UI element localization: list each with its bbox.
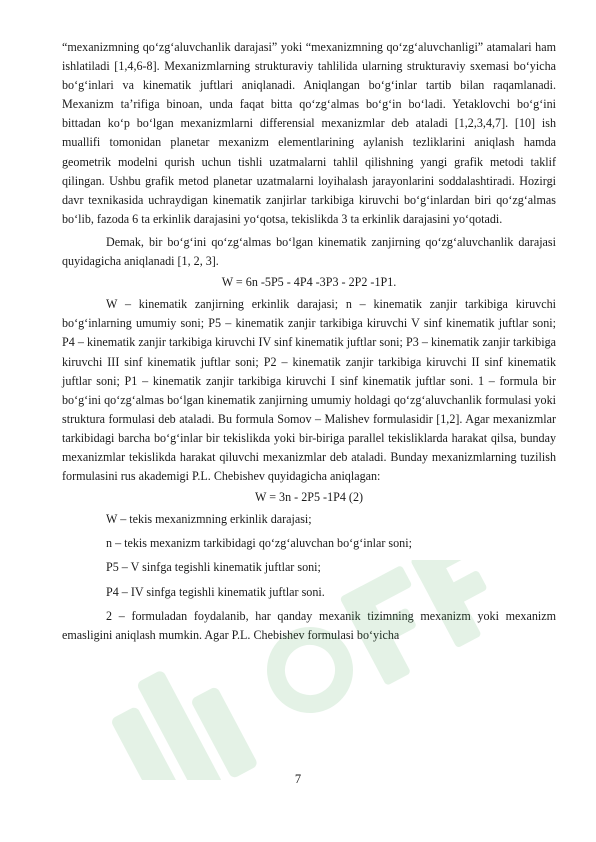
paragraph-2: Demak, bir bo‘g‘ini qo‘zg‘almas bo‘lgan kinematik zanjirning qo‘zg‘aluvchanlik darajasi quyidagicha aniqlanadi [1, 2, 3]. [62, 234, 556, 269]
page-number: 7 [294, 772, 302, 786]
list-item: P5 – V sinfga tegishli kinematik juftlar soni; [106, 560, 321, 575]
formula-2: W = 3n - 2P5 -1P4 (2) [254, 490, 364, 505]
list-item: P4 – IV sinfga tegishli kinematik juftlar soni. [106, 584, 325, 599]
paragraph-1: “mexanizmning qo‘zg‘aluvchanlik darajasi” yoki “mexanizmning qo‘zg‘aluvchanligi” atamalari ham ishlatiladi [1,4,6-8]. Mexanizmlarning strukturaviy tahlilida ularning strukturaviy sxemasi bo‘yicha bo‘g‘inlari va kinematik juftlari aniqlanadi. Aniqlangan bo‘g‘inlar tartib bilan raqamlanadi. Mexanizm ta’rifiga binoan, unda faqat bitta qo‘zg‘almas bo‘g‘in bo‘ladi. Yetaklovchi bo‘g‘ini bittadan ko‘p bo‘lgan mexanizmlarni differensial mexanizmlar deb ataladi [1,2,3,4,7]. [10] ish muallifi tomonidan planetar mexanizm elementlarining aylanish tezliklarini aniqlash hamda geometrik modelni qurish uchun tishli uzatmalarni tahlil qilishning yangi grafik metodi taklif qilingan. Ushbu grafik metod planetar uzatmalarni loyihalash jarayonlarini soddalashtiradi. Hozirgi davr texnikasida uchraydigan kinematik zanjirlar tarkibiga kiruvchi bo‘g‘inlardan biri qo‘zg‘almas bo‘lib, fazoda 6 ta erkinlik darajasini yo‘qotsa, tekislikda 3 ta erkinlik darajasini yo‘qotadi. [62, 40, 556, 226]
list-item: n – tekis mexanizm tarkibidagi qo‘zg‘aluvchan bo‘g‘inlar soni; [106, 536, 412, 551]
document-page [62, 38, 556, 645]
paragraph-3: W – kinematik zanjirning erkinlik darajasi; n – kinematik zanjir tarkibiga kiruvchi bo‘g‘inlarning umumiy soni; P5 – kinematik zanjir tarkibiga kiruvchi V sinf kinematik juftlar soni; P4 – kinematik zanjir tarkibiga kiruvchi IV sinf kinematik juftlar soni; P3 – kinematik zanjir tarkibiga kiruvchi III sinf kinematik juftlar soni; P2 – kinematik zanjir tarkibiga kiruvchi II sinf kinematik juftlar soni; P1 – kinematik zanjir tarkibiga kiruvchi I sinf kinematik juftlar soni. 1 – formula bir bo‘g‘ini qo‘zg‘almas bo‘lgan kinematik zanjirning umumiy holdagi qo‘zg‘aluvchanlik formulasi yoki struktura formulasi deb ataladi. Bu formula Somov – Malishev formulasidir [1,2]. Agar mexanizmlar tarkibidagi barcha bo‘g‘inlar bir tekislikda yoki bir-biriga parallel tekisliklarda harakat qilsa, bunday mexanizmlar tekislikda harakat qiluvchi mexanizmlar deb ataladi. Bunday mexanizmlarning tuzilish formulasini rus akademigi P.L. Chebishev quyidagicha aniqlagan: [62, 297, 556, 484]
paragraph-4: 2 – formuladan foydalanib, har qanday mexanik tizimning mexanizm yoki mexanizm emasligini aniqlash mumkin. Agar P.L. Chebishev formulasi bo‘yicha [62, 608, 556, 642]
list-item: W – tekis mexanizmning erkinlik darajasi; [106, 512, 312, 527]
formula-1: W = 6n -5P5 - 4P4 -3P3 - 2P2 -1P1. [221, 275, 397, 290]
